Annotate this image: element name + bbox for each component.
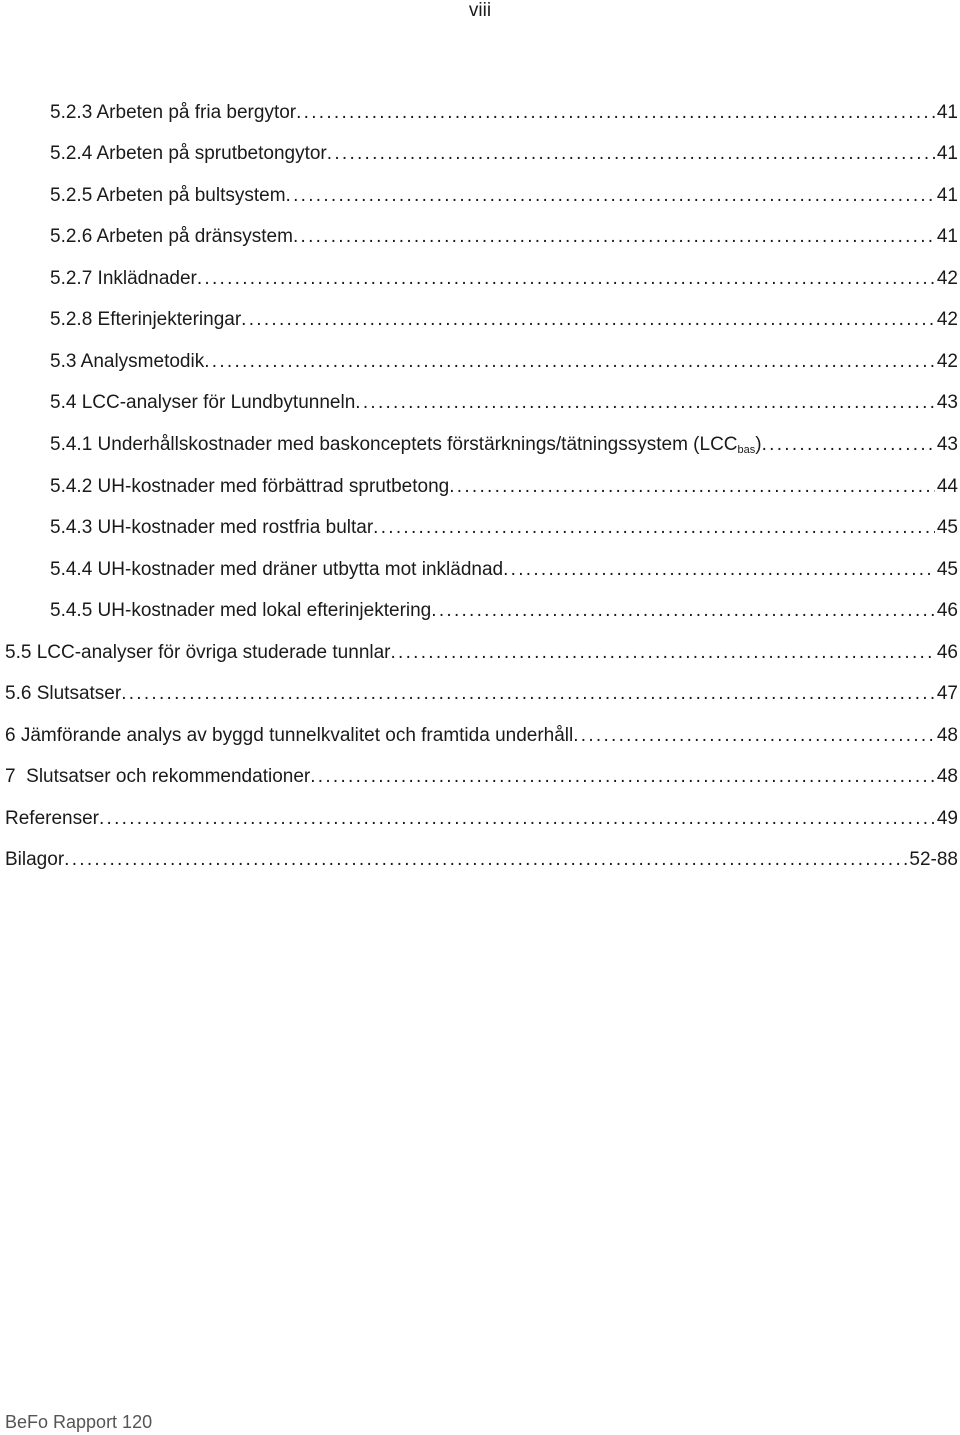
toc-entry-number: 5.2.3 (50, 102, 93, 123)
toc-leader (64, 847, 907, 873)
toc-entry-subscript: bas (737, 444, 756, 456)
toc-entry[interactable] (5, 764, 958, 790)
toc-entry-title: Slutsatser (36, 683, 122, 704)
toc-leader (296, 100, 935, 126)
toc-entry-page: 47 (936, 683, 958, 704)
toc-leader (373, 515, 935, 541)
toc-entry-number: 5.4.3 (50, 517, 93, 538)
toc-entry-number: 5.5 (5, 642, 32, 663)
toc-entry-number: 5.2.7 (50, 268, 93, 289)
toc-entry-number: 5.4.4 (50, 559, 93, 580)
toc-leader (197, 266, 935, 292)
toc-entry-page: 46 (936, 642, 958, 663)
toc-entry[interactable] (50, 307, 958, 333)
toc-entry-page: 45 (936, 517, 958, 538)
toc-entry-page: 42 (936, 309, 958, 330)
toc-entry[interactable] (50, 183, 958, 209)
toc-entry-number: 7 (5, 766, 16, 787)
toc-entry[interactable] (5, 723, 958, 749)
toc-entry-page: 43 (936, 434, 958, 455)
toc-entry-page: 46 (936, 600, 958, 621)
toc-entry[interactable] (50, 100, 958, 126)
toc-entry[interactable] (5, 847, 958, 873)
toc-leader (99, 806, 935, 832)
toc-entry-page: 44 (936, 476, 958, 497)
toc-leader (293, 224, 935, 250)
toc-leader (573, 723, 935, 749)
toc-entry[interactable] (50, 141, 958, 167)
toc-entry-number: 5.4.1 (50, 434, 93, 455)
toc-leader (286, 183, 935, 209)
toc-entry-number: 5.2.5 (50, 185, 93, 206)
toc-entry-title: Arbeten på fria bergytor (96, 102, 297, 123)
toc-entry-title: Efterinjekteringar (97, 309, 242, 330)
toc-entry-title: UH-kostnader med förbättrad sprutbetong (97, 476, 450, 497)
toc-leader (121, 681, 935, 707)
toc-entry-page: 41 (936, 143, 958, 164)
toc-leader (355, 390, 935, 416)
toc-entry-title-suffix: ) (755, 434, 762, 455)
toc-entry-number: 5.4 (50, 392, 77, 413)
toc-leader (327, 141, 935, 167)
toc-leader (449, 474, 935, 500)
toc-entry[interactable] (5, 681, 958, 707)
toc-leader (310, 764, 935, 790)
toc-entry-title: Underhållskostnader med baskonceptets förstärknings/tätningssystem (LCC (97, 434, 738, 455)
toc-entry-title: LCC-analyser för övriga studerade tunnlar (36, 642, 391, 663)
toc-entry-page: 45 (936, 559, 958, 580)
toc-entry-title: Jämförande analys av byggd tunnelkvalitet och framtida underhåll (20, 725, 574, 746)
toc-entry[interactable] (50, 390, 958, 416)
toc-entry-page: 41 (936, 102, 958, 123)
toc-entry-page: 43 (936, 392, 958, 413)
toc-entry-title: Bilagor (5, 849, 65, 870)
toc-entry-number: 5.2.4 (50, 143, 93, 164)
toc-entry-title: Inklädnader (97, 268, 197, 289)
toc-entry-page: 42 (936, 268, 958, 289)
toc-entry-title: UH-kostnader med dräner utbytta mot inklädnad (97, 559, 504, 580)
toc-entry[interactable] (50, 515, 958, 541)
toc-entry[interactable] (50, 557, 958, 583)
toc-entry[interactable] (5, 640, 958, 666)
toc-entry-page: 42 (936, 351, 958, 372)
toc-entry[interactable] (50, 474, 958, 500)
toc-leader (204, 349, 935, 375)
toc-leader (762, 432, 935, 458)
toc-entry-title: UH-kostnader med rostfria bultar (97, 517, 374, 538)
page-number: viii (468, 0, 492, 21)
toc-entry-page: 49 (936, 808, 958, 829)
toc-entry-number: 5.2.8 (50, 309, 93, 330)
toc-entry-title: Arbeten på sprutbetongytor (96, 143, 327, 164)
toc-entry[interactable] (50, 349, 958, 375)
toc-entry-page: 41 (936, 226, 958, 247)
toc-entry-title: LCC-analyser för Lundbytunneln (81, 392, 356, 413)
toc-entry[interactable] (50, 598, 958, 624)
toc-entry-number: 5.6 (5, 683, 32, 704)
toc-entry-title: Arbeten på dränsystem (96, 226, 293, 247)
toc-entry-page: 48 (936, 766, 958, 787)
toc-leader (391, 640, 935, 666)
toc-entry-number: 5.3 (50, 351, 77, 372)
toc-entry-title: Arbeten på bultsystem (96, 185, 286, 206)
toc-entry[interactable] (50, 224, 958, 250)
toc-entry-title: UH-kostnader med lokal efterinjektering (97, 600, 432, 621)
toc-entry[interactable] (50, 266, 958, 292)
toc-entry-title: Slutsatser och rekommendationer (26, 766, 311, 787)
toc-entry[interactable] (50, 432, 958, 458)
toc-entry-page: 41 (936, 185, 958, 206)
toc-entry-page: 48 (936, 725, 958, 746)
toc-entry-number: 5.4.2 (50, 476, 93, 497)
toc-entry-title: Analysmetodik (80, 351, 205, 372)
toc-leader (503, 557, 935, 583)
toc-leader (241, 307, 935, 333)
toc-entry[interactable] (5, 806, 958, 832)
toc-entry-number: 6 (5, 725, 16, 746)
toc-leader (431, 598, 935, 624)
toc-entry-title: Referenser (5, 808, 99, 829)
report-footer: BeFo Rapport 120 (5, 1412, 153, 1432)
toc-entry-number: 5.4.5 (50, 600, 93, 621)
toc-entry-page: 52-88 (909, 849, 958, 870)
toc-entry-number: 5.2.6 (50, 226, 93, 247)
